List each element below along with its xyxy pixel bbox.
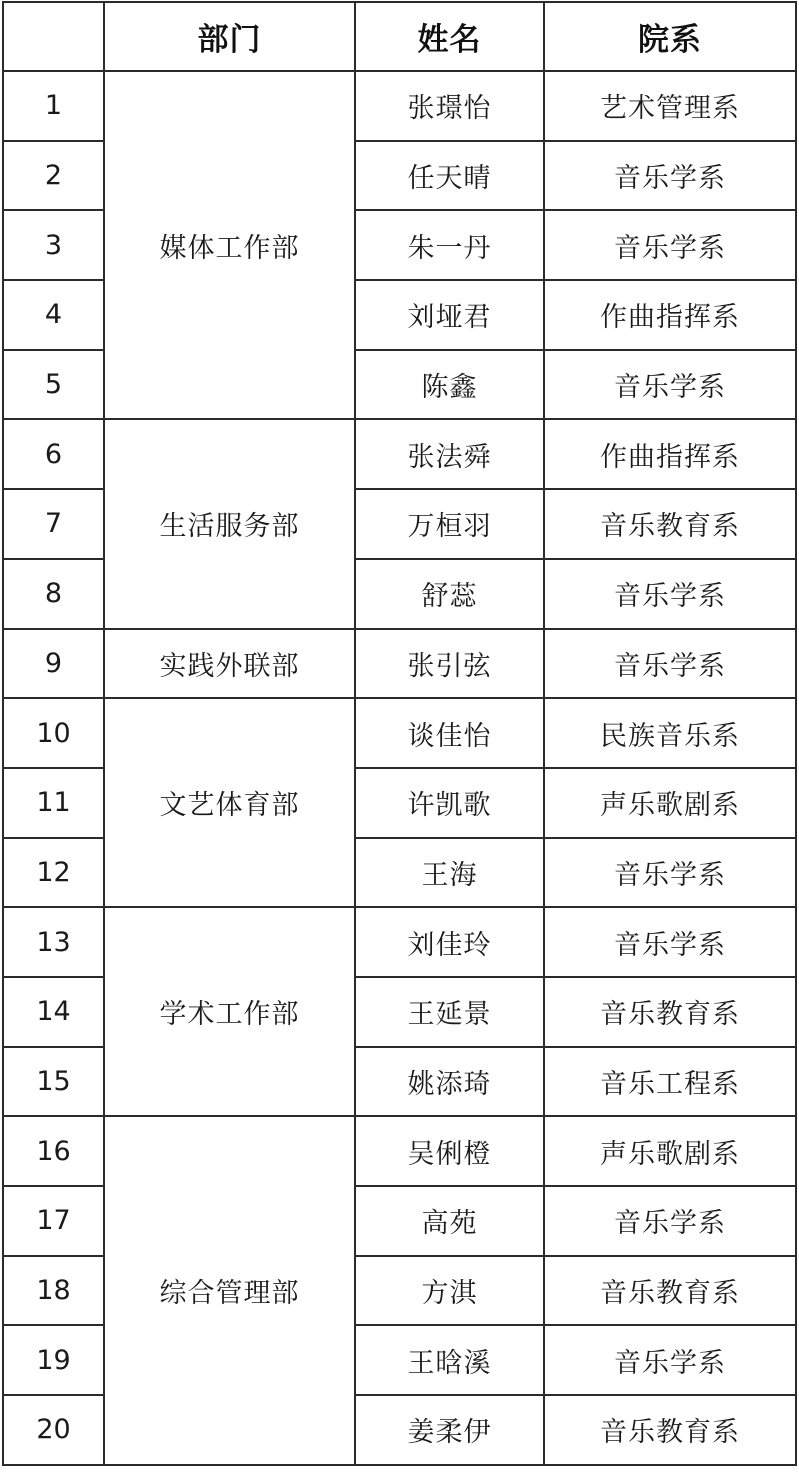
row-number: 4 [3,280,104,350]
header-department: 部门 [104,2,355,71]
header-name: 姓名 [355,2,544,71]
row-number: 7 [3,489,104,559]
row-number: 20 [3,1395,104,1465]
table-row [3,907,796,977]
row-number: 19 [3,1325,104,1395]
row-number: 6 [3,419,104,489]
member-school: 声乐歌剧系 [544,1116,796,1186]
member-name: 朱一丹 [355,210,544,280]
department-cell: 实践外联部 [104,629,355,699]
member-school: 音乐学系 [544,838,796,908]
member-name: 姚添琦 [355,1047,544,1117]
row-number: 16 [3,1116,104,1186]
table-row [3,419,796,489]
department-cell: 文艺体育部 [104,698,355,907]
member-school: 音乐工程系 [544,1047,796,1117]
member-school: 音乐学系 [544,210,796,280]
member-school: 音乐学系 [544,1186,796,1256]
header-school: 院系 [544,2,796,71]
member-name: 高苑 [355,1186,544,1256]
member-name: 许凯歌 [355,768,544,838]
member-name: 陈鑫 [355,350,544,420]
row-number: 2 [3,141,104,211]
department-cell: 综合管理部 [104,1116,355,1464]
member-name: 任天晴 [355,141,544,211]
member-school: 音乐学系 [544,559,796,629]
member-name: 张引弦 [355,629,544,699]
member-school: 作曲指挥系 [544,419,796,489]
row-number: 10 [3,698,104,768]
table-body [3,71,796,1465]
member-name: 王延景 [355,977,544,1047]
member-school: 声乐歌剧系 [544,768,796,838]
member-name: 张法舜 [355,419,544,489]
header-row [3,2,796,71]
member-school: 音乐教育系 [544,489,796,559]
member-name: 王海 [355,838,544,908]
row-number: 18 [3,1256,104,1326]
member-name: 吴俐橙 [355,1116,544,1186]
department-cell: 学术工作部 [104,907,355,1116]
member-school: 音乐学系 [544,141,796,211]
member-name: 万桓羽 [355,489,544,559]
department-cell: 媒体工作部 [104,71,355,419]
table-row [3,629,796,699]
row-number: 12 [3,838,104,908]
member-school: 音乐学系 [544,350,796,420]
member-school: 音乐学系 [544,629,796,699]
member-name: 张璟怡 [355,71,544,141]
table-row [3,71,796,141]
row-number: 3 [3,210,104,280]
row-number: 1 [3,71,104,141]
member-name: 舒蕊 [355,559,544,629]
member-name: 刘佳玲 [355,907,544,977]
member-name: 谈佳怡 [355,698,544,768]
header-index [3,2,104,71]
row-number: 14 [3,977,104,1047]
table-row [3,698,796,768]
member-school: 作曲指挥系 [544,280,796,350]
roster-table [2,1,797,1466]
member-name: 姜柔伊 [355,1395,544,1465]
row-number: 8 [3,559,104,629]
member-school: 艺术管理系 [544,71,796,141]
row-number: 11 [3,768,104,838]
row-number: 9 [3,629,104,699]
department-cell: 生活服务部 [104,419,355,628]
row-number: 13 [3,907,104,977]
member-school: 民族音乐系 [544,698,796,768]
row-number: 15 [3,1047,104,1117]
row-number: 17 [3,1186,104,1256]
member-school: 音乐教育系 [544,1395,796,1465]
member-name: 方淇 [355,1256,544,1326]
member-school: 音乐学系 [544,907,796,977]
table-row [3,1116,796,1186]
member-school: 音乐教育系 [544,1256,796,1326]
member-school: 音乐教育系 [544,977,796,1047]
row-number: 5 [3,350,104,420]
member-name: 王晗溪 [355,1325,544,1395]
member-name: 刘垭君 [355,280,544,350]
member-school: 音乐学系 [544,1325,796,1395]
table-header [3,2,796,71]
